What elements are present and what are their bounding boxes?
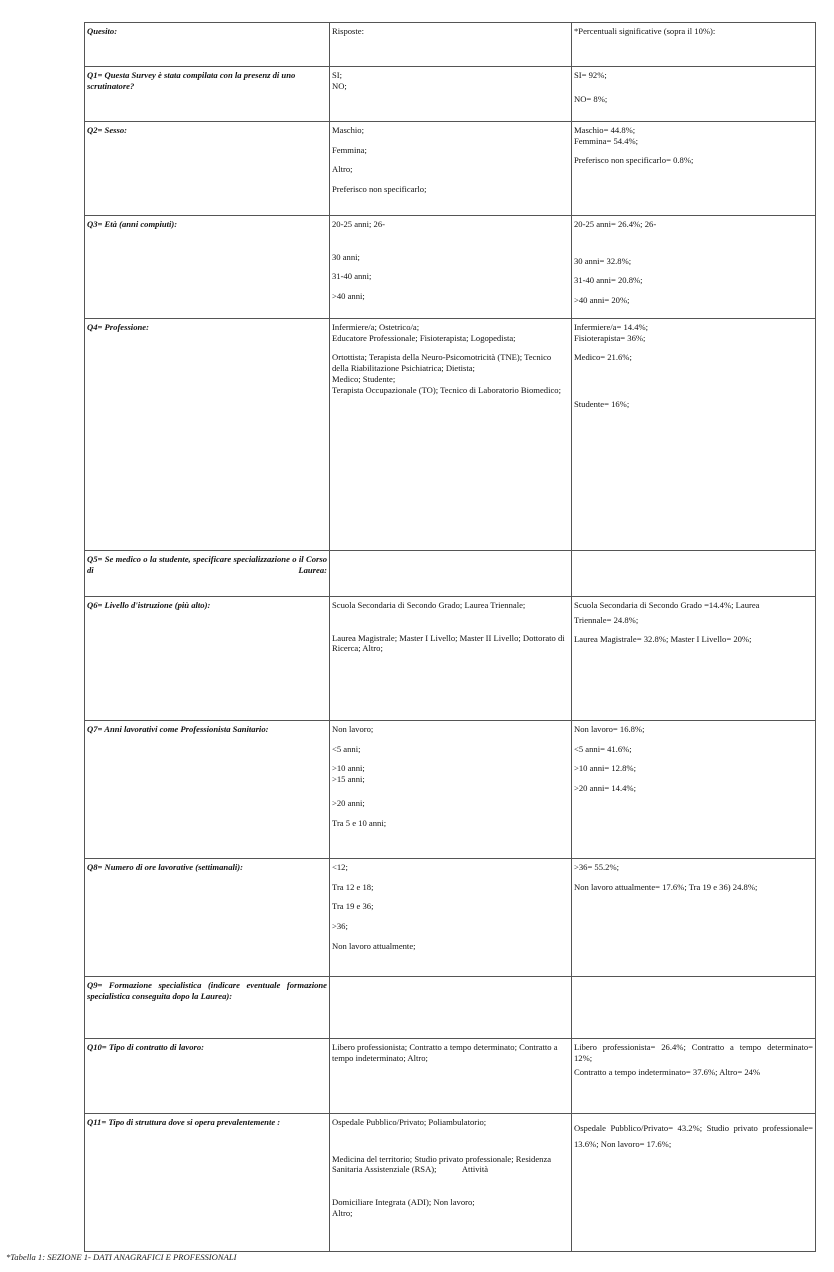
percentage-value: Maschio= 44.8%;	[574, 125, 636, 135]
percentage-value: Non lavoro attualmente= 17.6%; Tra 19 e 36) 24.8%;	[574, 881, 758, 892]
answer-option: 20-25 anni; 26-	[332, 219, 385, 229]
percentage-value: >20 anni= 14.4%;	[574, 783, 636, 794]
question-cell: Q9= Formazione specialistica (indicare eventuale formazione specialistica conseguita dopo la Laurea):	[85, 977, 330, 1039]
answers-cell	[330, 551, 572, 597]
answers-cell	[330, 319, 572, 551]
answer-option: <5 anni;	[332, 743, 361, 754]
answers-cell	[330, 597, 572, 721]
table-row	[85, 1114, 816, 1252]
answer-option: >10 anni;	[332, 763, 365, 774]
percentage-value: 20-25 anni= 26.4%; 26-	[574, 219, 657, 229]
percentage-value: Infermiere/a= 14.4%;	[574, 322, 649, 332]
percentages-cell	[572, 977, 816, 1039]
answer-option: Femmina;	[332, 144, 367, 155]
header-percentages: *Percentuali significative (sopra il 10%):	[572, 23, 816, 67]
answer-option: Ortottista; Terapista della Neuro-Psicomotricità (TNE); Tecnico della Riabilitazione Psichiatrica; Dietista;	[332, 352, 552, 374]
percentage-value: Laurea Magistrale= 32.8%; Master I Livello= 20%;	[574, 634, 752, 645]
question-cell: Q3= Età (anni compiuti):	[85, 216, 330, 319]
table-row	[85, 216, 816, 319]
percentage-value: >10 anni= 12.8%;	[574, 763, 636, 774]
percentage-value: NO= 8%;	[574, 93, 608, 104]
percentages-cell	[572, 1039, 816, 1114]
answers-cell	[330, 977, 572, 1039]
answer-option: Infermiere/a; Ostetrico/a;	[332, 322, 420, 332]
answer-option: <12;	[332, 862, 348, 872]
table-row	[85, 597, 816, 721]
answer-option: Medico; Studente;	[332, 373, 396, 384]
percentage-value: Contratto a tempo indeterminato= 37.6%; Altro= 24%	[574, 1067, 761, 1078]
percentages-cell	[572, 319, 816, 551]
question-cell: Q6= Livello d'istruzione (più alto):	[85, 597, 330, 721]
percentage-value: Libero professionista= 26.4%; Contratto a tempo determinato= 12%;	[574, 1042, 813, 1063]
answer-option: >15 anni;	[332, 774, 365, 785]
table-row	[85, 122, 816, 216]
answer-option: Tra 5 e 10 anni;	[332, 817, 387, 828]
question-cell: Q7= Anni lavorativi come Professionista Sanitario:	[85, 721, 330, 859]
percentages-cell	[572, 721, 816, 859]
answer-option: Preferisco non specificarlo;	[332, 184, 427, 195]
percentage-value: Ospedale Pubblico/Privato= 43.2%; Studio privato professionale= 13.6%; Non lavoro= 17.6%;	[574, 1123, 813, 1150]
percentage-value: Preferisco non specificarlo= 0.8%;	[574, 155, 694, 166]
answer-option: 30 anni;	[332, 251, 360, 262]
answer-option: >36;	[332, 921, 348, 932]
question-cell: Q5= Se medico o la studente, specificare specializzazione o il Corso di Laurea:	[85, 551, 330, 597]
answers-cell	[330, 122, 572, 216]
percentage-value: <5 anni= 41.6%;	[574, 743, 632, 754]
percentage-value: >40 anni= 20%;	[574, 295, 630, 306]
percentage-value: Scuola Secondaria di Secondo Grado =14.4%; Laurea	[574, 600, 760, 610]
percentages-cell	[572, 122, 816, 216]
percentages-cell	[572, 67, 816, 122]
answer-option: 31-40 anni;	[332, 271, 372, 282]
percentage-value: Triennale= 24.8%;	[574, 614, 639, 625]
header-answers: Risposte:	[330, 23, 572, 67]
table-row	[85, 977, 816, 1039]
table-row	[85, 859, 816, 977]
percentage-value: >36= 55.2%;	[574, 862, 620, 872]
answer-option: NO;	[332, 80, 347, 91]
answer-option: Domiciliare Integrata (ADI); Non lavoro;	[332, 1197, 475, 1208]
percentages-cell	[572, 216, 816, 319]
percentage-value: Fisioterapista= 36%;	[574, 332, 646, 343]
table-row	[85, 551, 816, 597]
answer-option: >20 anni;	[332, 797, 365, 808]
percentage-value: Non lavoro= 16.8%;	[574, 724, 645, 734]
answer-option: >40 anni;	[332, 291, 365, 302]
percentage-value: Studente= 16%;	[574, 399, 630, 410]
answer-option: Ospedale Pubblico/Privato; Poliambulatorio;	[332, 1117, 487, 1127]
answer-option: Medicina del territorio; Studio privato professionale; Residenza Sanitaria Assistenziale (RSA); Attività	[332, 1153, 554, 1175]
header-question: Quesito:	[85, 23, 330, 67]
answer-option: Altro;	[332, 1207, 353, 1218]
answers-cell	[330, 721, 572, 859]
answer-option: Altro;	[332, 164, 353, 175]
question-cell: Q2= Sesso:	[85, 122, 330, 216]
question-cell: Q1= Questa Survey è stata compilata con la presenz di uno scrutinatore?	[85, 67, 330, 122]
header-row	[85, 23, 816, 67]
answers-cell	[330, 67, 572, 122]
answer-option: Tra 12 e 18;	[332, 881, 374, 892]
answer-option: Libero professionista; Contratto a tempo determinato; Contratto a tempo indeterminato; Altro;	[332, 1042, 558, 1063]
answer-option: Terapista Occupazionale (TO); Tecnico di Laboratorio Biomedico;	[332, 384, 561, 395]
answers-cell	[330, 859, 572, 977]
answer-option: SI;	[332, 70, 343, 80]
table-caption: *Tabella 1: SEZIONE 1- DATI ANAGRAFICI E PROFESSIONALI	[6, 1252, 237, 1262]
percentage-value: 30 anni= 32.8%;	[574, 255, 632, 266]
table-row	[85, 319, 816, 551]
question-cell: Q4= Professione:	[85, 319, 330, 551]
question-cell: Q8= Numero di ore lavorative (settimanali):	[85, 859, 330, 977]
percentages-cell	[572, 551, 816, 597]
table-row	[85, 1039, 816, 1114]
table-row	[85, 67, 816, 122]
question-cell: Q10= Tipo di contratto di lavoro:	[85, 1039, 330, 1114]
answer-option: Scuola Secondaria di Secondo Grado; Laurea Triennale;	[332, 600, 526, 610]
percentage-value: 31-40 anni= 20.8%;	[574, 275, 643, 286]
answers-cell	[330, 1039, 572, 1114]
answer-option: Tra 19 e 36;	[332, 901, 374, 912]
percentages-cell	[572, 597, 816, 721]
percentage-value: Medico= 21.6%;	[574, 352, 632, 363]
percentages-cell	[572, 859, 816, 977]
answer-option: Maschio;	[332, 125, 364, 135]
percentages-cell	[572, 1114, 816, 1252]
answer-option: Laurea Magistrale; Master I Livello; Master II Livello; Dottorato di Ricerca; Altro;	[332, 632, 565, 654]
answer-option: Non lavoro;	[332, 724, 374, 734]
table-row	[85, 721, 816, 859]
survey-table	[84, 22, 816, 1252]
answers-cell	[330, 1114, 572, 1252]
answer-option: Non lavoro attualmente;	[332, 940, 416, 951]
answer-option: Educatore Professionale; Fisioterapista; Logopedista;	[332, 332, 516, 343]
percentage-value: SI= 92%;	[574, 70, 607, 80]
percentage-value: Femmina= 54.4%;	[574, 135, 639, 146]
question-cell: Q11= Tipo di struttura dove si opera prevalentemente :	[85, 1114, 330, 1252]
answers-cell	[330, 216, 572, 319]
